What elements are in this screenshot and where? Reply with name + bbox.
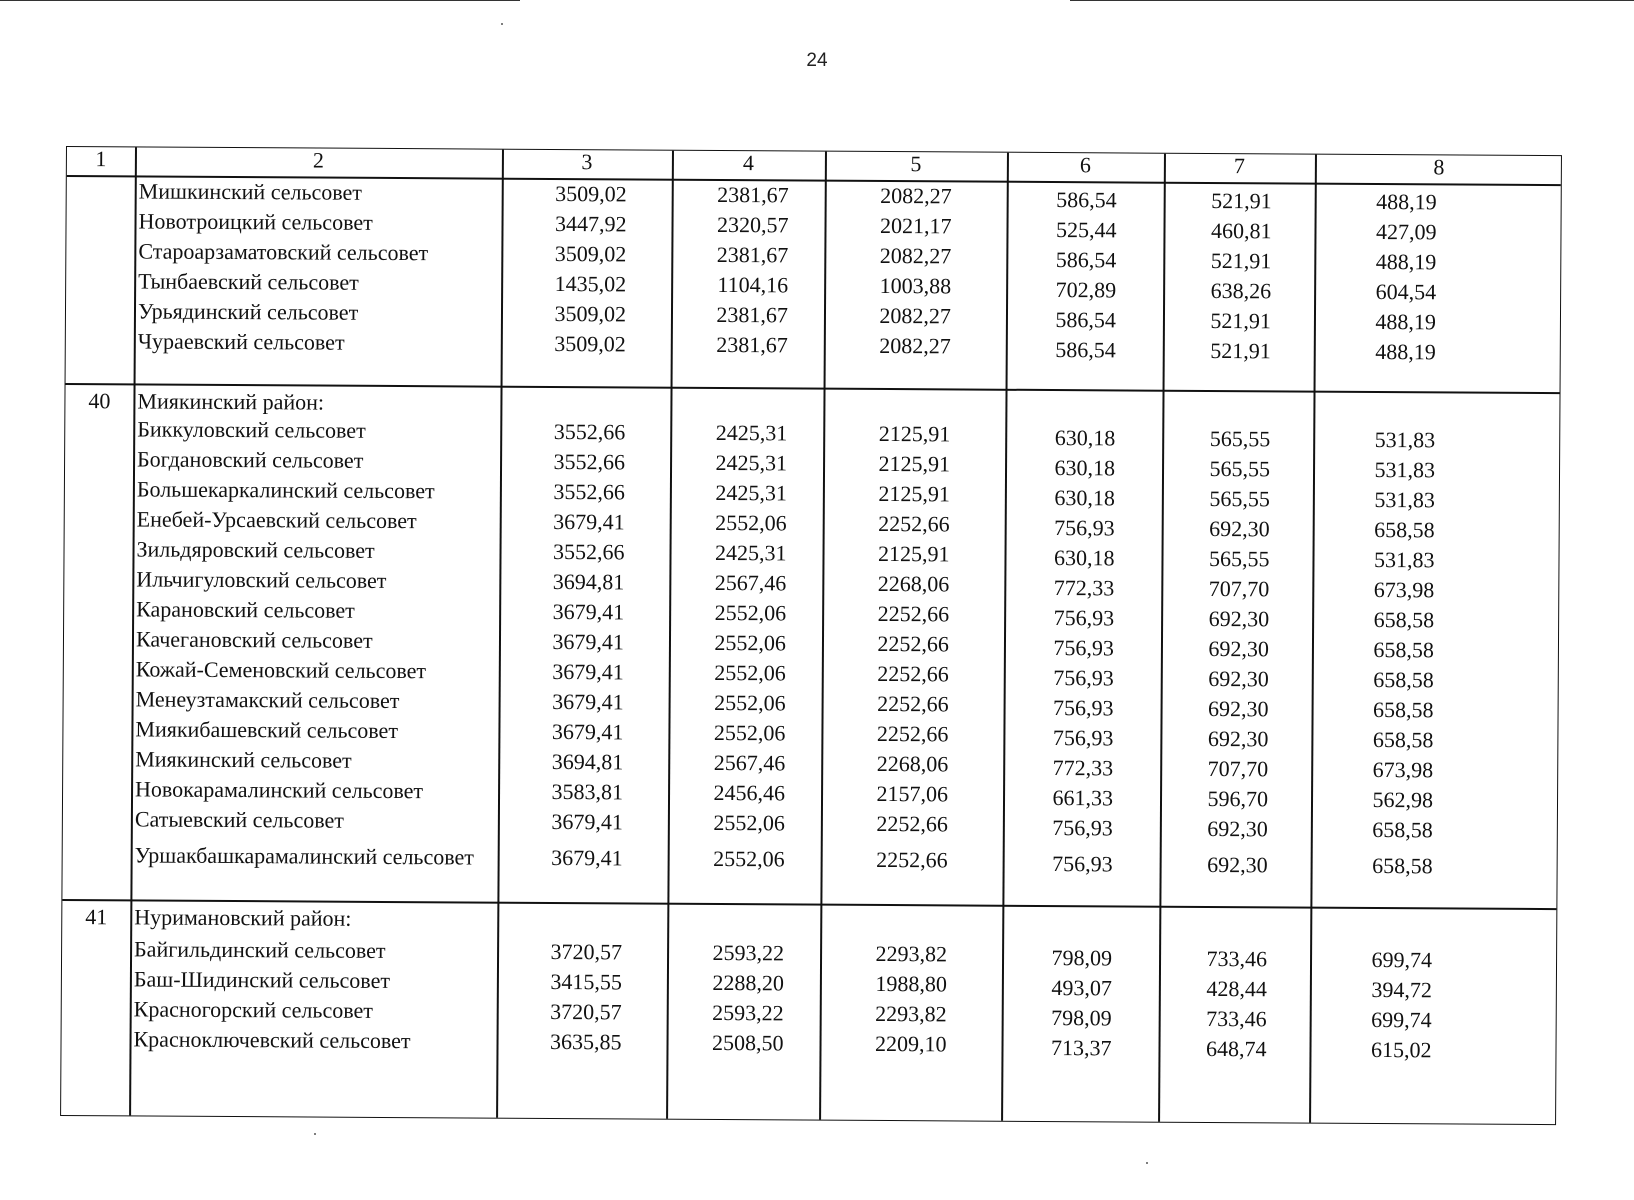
- column-header-7: 7: [1233, 153, 1245, 179]
- table-row-name: Красногорский сельсовет: [133, 996, 373, 1023]
- table-cell-col-5: 2252,66: [876, 810, 948, 837]
- table-row-name: Новотроицкий сельсовет: [138, 208, 373, 235]
- table-cell-col-5: 2252,66: [877, 660, 949, 687]
- table-row-name: Уршакбашкарамалинский сельсовет: [134, 842, 474, 870]
- table-cell-col-4: 2552,06: [714, 659, 786, 686]
- table-cell-col-8: 658,58: [1373, 606, 1435, 633]
- table-cell-col-7: 692,30: [1208, 635, 1270, 662]
- table-cell-col-4: 2381,67: [716, 241, 789, 268]
- group-number: 40: [88, 388, 111, 414]
- table-cell-col-3: 3679,41: [551, 718, 624, 745]
- table-row-name: Биккуловский сельсовет: [137, 416, 366, 443]
- scan-edge-line-right: [1070, 0, 1634, 1]
- table-cell-col-6: 756,93: [1053, 635, 1115, 661]
- table-cell-col-3: 3720,57: [550, 998, 622, 1025]
- table-cell-col-8: 531,83: [1374, 427, 1436, 453]
- table-cell-col-3: 3509,02: [554, 300, 627, 327]
- table-row-name: Чураевский сельсовет: [137, 328, 345, 355]
- table-cell-col-3: 3679,41: [552, 598, 625, 625]
- district-title: Миякинский район:: [137, 388, 325, 415]
- table-cell-col-5: 2082,27: [879, 242, 952, 269]
- table-cell-col-5: 2157,06: [876, 780, 949, 807]
- scan-speck: [314, 1133, 316, 1135]
- table-cell-col-8: 699,74: [1371, 1006, 1432, 1033]
- table-cell-col-6: 586,54: [1056, 187, 1117, 213]
- table-cell-col-3: 3694,81: [552, 568, 625, 595]
- table-cell-col-6: 772,33: [1052, 755, 1114, 781]
- table-cell-col-4: 2508,50: [711, 1029, 784, 1056]
- table-cell-col-4: 2552,06: [714, 599, 787, 626]
- table-cell-col-7: 521,91: [1210, 337, 1271, 364]
- table-cell-col-7: 565,55: [1208, 545, 1270, 572]
- table-cell-col-5: 2082,27: [879, 302, 952, 329]
- table-row-name: Староарзаматовский сельсовет: [138, 238, 429, 266]
- table-row-name: Менеузтамакский сельсовет: [135, 686, 400, 714]
- table-cell-col-7: 707,70: [1207, 755, 1269, 782]
- table-cell-col-8: 427,09: [1375, 219, 1437, 245]
- table-cell-col-7: 692,30: [1208, 605, 1270, 632]
- table-cell-col-3: 3552,66: [553, 448, 626, 475]
- column-header-6: 6: [1079, 152, 1091, 178]
- table-cell-col-5: 2082,27: [880, 182, 952, 209]
- table-cell-col-6: 713,37: [1050, 1035, 1112, 1061]
- table-cell-col-6: 756,93: [1052, 851, 1113, 877]
- table-cell-col-8: 658,58: [1373, 696, 1434, 723]
- table-cell-col-5: 2252,66: [876, 846, 948, 873]
- group-number: 41: [85, 904, 108, 930]
- table-cell-col-4: 2593,22: [712, 939, 785, 966]
- table-cell-col-5: 2125,91: [878, 450, 951, 477]
- table-cell-col-4: 2552,06: [713, 719, 786, 746]
- table-cell-col-5: 2209,10: [874, 1030, 947, 1057]
- table-cell-col-3: 3552,66: [553, 418, 626, 445]
- table-cell-col-3: 3679,41: [552, 688, 624, 715]
- table-cell-col-6: 798,09: [1051, 1005, 1112, 1031]
- table-row-name: Сатыевский сельсовет: [134, 806, 344, 833]
- table-row-name: Новокарамалинский сельсовет: [134, 776, 424, 804]
- table-cell-col-4: 2381,67: [717, 181, 789, 208]
- table-cell-col-5: 2021,17: [879, 212, 952, 239]
- table-cell-col-4: 2320,57: [716, 211, 789, 238]
- table-cell-col-7: 692,30: [1207, 851, 1268, 878]
- table-cell-col-3: 3635,85: [549, 1028, 622, 1055]
- table-cell-col-4: 2552,06: [714, 629, 787, 656]
- table-cell-col-7: 692,30: [1209, 515, 1270, 542]
- table-cell-col-6: 798,09: [1051, 945, 1113, 971]
- table-cell-col-6: 586,54: [1055, 307, 1117, 333]
- table-cell-col-5: 2082,27: [879, 332, 951, 359]
- table-cell-col-3: 3509,02: [554, 330, 626, 357]
- table-row-name: Мишкинский сельсовет: [138, 178, 363, 205]
- table-cell-col-7: 692,30: [1208, 665, 1269, 692]
- table-cell-col-3: 3552,66: [553, 478, 625, 505]
- scan-speck: [501, 23, 503, 25]
- table-row-name: Ильчигуловский сельсовет: [136, 566, 387, 593]
- table-cell-col-4: 2552,06: [714, 689, 786, 716]
- table-cell-col-3: 3679,41: [551, 808, 623, 835]
- table-cell-col-5: 2252,66: [878, 510, 950, 537]
- table-cell-col-6: 630,18: [1054, 485, 1115, 511]
- table-cell-col-8: 699,74: [1371, 946, 1433, 973]
- table-cell-col-7: 733,46: [1206, 945, 1268, 972]
- table-row-name: Миякибашевский сельсовет: [135, 716, 399, 744]
- table-cell-col-8: 673,98: [1372, 756, 1434, 783]
- table-cell-col-3: 1435,02: [554, 270, 627, 297]
- column-header-5: 5: [910, 151, 922, 177]
- table-row-name: Байгильдинский сельсовет: [134, 936, 386, 963]
- column-divider: [819, 152, 826, 1120]
- table-cell-col-8: 615,02: [1370, 1036, 1432, 1063]
- table-cell-col-8: 658,58: [1374, 516, 1435, 543]
- table-cell-col-7: 648,74: [1205, 1035, 1267, 1062]
- table-cell-col-6: 525,44: [1055, 217, 1117, 243]
- table-cell-col-3: 3552,66: [552, 538, 625, 565]
- column-divider: [496, 150, 503, 1118]
- table-cell-col-4: 2456,46: [713, 779, 786, 806]
- column-header-3: 3: [581, 149, 593, 175]
- table-row-name: Качегановский сельсовет: [135, 626, 373, 653]
- table-cell-col-6: 586,54: [1055, 337, 1116, 363]
- table-cell-col-4: 2552,06: [713, 809, 785, 836]
- table-cell-col-4: 2425,31: [715, 449, 788, 476]
- table-row-name: Кожай-Семеновский сельсовет: [135, 656, 427, 684]
- table-cell-col-6: 493,07: [1051, 975, 1112, 1001]
- table-cell-col-4: 2425,31: [714, 539, 787, 566]
- scan-edge-line-left: [0, 0, 520, 1]
- table-cell-col-4: 2552,06: [715, 509, 787, 536]
- table-cell-col-8: 531,83: [1373, 546, 1435, 573]
- table-cell-col-6: 586,54: [1055, 247, 1117, 273]
- column-header-8: 8: [1433, 154, 1445, 180]
- table-cell-col-6: 702,89: [1055, 277, 1117, 303]
- table-cell-col-3: 3679,41: [552, 658, 624, 685]
- column-header-4: 4: [742, 150, 754, 176]
- table-cell-col-3: 3720,57: [550, 938, 623, 965]
- column-header-1: 1: [95, 146, 107, 172]
- district-title: Нуримановский район:: [134, 904, 352, 931]
- table-cell-col-7: 596,70: [1207, 785, 1269, 812]
- table-cell-col-5: 1988,80: [875, 970, 947, 997]
- table-cell-col-5: 2268,06: [876, 750, 949, 777]
- table-cell-col-4: 2381,67: [716, 301, 789, 328]
- table-cell-col-6: 756,93: [1052, 815, 1113, 841]
- table-cell-col-7: 638,26: [1210, 277, 1272, 304]
- table-cell-col-7: 733,46: [1206, 1005, 1267, 1032]
- table-cell-col-3: 3415,55: [550, 968, 622, 995]
- table-cell-col-4: 2381,67: [716, 331, 788, 358]
- table-cell-col-8: 604,54: [1375, 279, 1437, 305]
- table-cell-col-6: 756,93: [1052, 725, 1114, 751]
- table-cell-col-8: 488,19: [1376, 189, 1437, 215]
- table-cell-col-5: 2268,06: [877, 570, 950, 597]
- table-row-name: Тынбаевский сельсовет: [138, 268, 359, 295]
- column-divider: [666, 151, 673, 1119]
- table-cell-col-3: 3509,02: [555, 180, 627, 207]
- table-cell-col-3: 3694,81: [551, 748, 624, 775]
- table-cell-col-8: 673,98: [1373, 576, 1435, 603]
- column-divider: [1309, 155, 1316, 1123]
- table-cell-col-6: 756,93: [1054, 515, 1115, 541]
- table-cell-col-5: 2252,66: [877, 630, 950, 657]
- table-cell-col-8: 658,58: [1372, 726, 1434, 753]
- table-cell-col-6: 772,33: [1053, 575, 1115, 601]
- table-cell-col-5: 2252,66: [877, 690, 949, 717]
- table-cell-col-6: 756,93: [1053, 665, 1114, 691]
- table-cell-col-7: 521,91: [1210, 247, 1272, 274]
- table-cell-col-6: 630,18: [1053, 545, 1115, 571]
- data-table: [60, 146, 1562, 1125]
- table-row-name: Карановский сельсовет: [136, 596, 355, 623]
- table-cell-col-6: 630,18: [1054, 455, 1116, 481]
- table-cell-col-7: 521,91: [1211, 187, 1272, 214]
- table-cell-col-3: 3679,41: [552, 628, 625, 655]
- table-cell-col-5: 2293,82: [875, 940, 948, 967]
- table-row-name: Енебей-Урсаевский сельсовет: [136, 506, 417, 534]
- table-cell-col-6: 756,93: [1053, 605, 1115, 631]
- table-cell-col-3: 3679,41: [551, 844, 623, 871]
- table-cell-col-8: 658,58: [1373, 636, 1435, 663]
- table-cell-col-4: 2288,20: [712, 969, 784, 996]
- table-cell-col-4: 1104,16: [717, 271, 789, 298]
- table-row-name: Миякинский сельсовет: [135, 746, 352, 773]
- table-cell-col-3: 3509,02: [554, 240, 627, 267]
- table-cell-col-8: 488,19: [1375, 249, 1437, 275]
- table-cell-col-4: 2593,22: [712, 999, 784, 1026]
- table-cell-col-6: 661,33: [1052, 785, 1114, 811]
- table-cell-col-7: 521,91: [1210, 307, 1272, 334]
- table-row-name: Богдановский сельсовет: [137, 446, 364, 473]
- column-header-2: 2: [312, 147, 324, 173]
- table-cell-col-3: 3583,81: [551, 778, 624, 805]
- table-cell-col-5: 2125,91: [878, 480, 950, 507]
- table-cell-col-4: 2567,46: [713, 749, 786, 776]
- table-cell-col-4: 2552,06: [713, 845, 785, 872]
- table-cell-col-7: 565,55: [1209, 425, 1271, 452]
- table-cell-col-8: 562,98: [1372, 786, 1434, 813]
- table-cell-col-8: 488,19: [1375, 309, 1437, 335]
- table-cell-col-4: 2425,31: [715, 479, 787, 506]
- table-cell-col-5: 1003,88: [879, 272, 952, 299]
- table-row-name: Урьядинский сельсовет: [137, 298, 359, 325]
- table-row-name: Зильдяровский сельсовет: [136, 536, 375, 563]
- table-cell-col-8: 394,72: [1371, 976, 1432, 1003]
- table-cell-col-8: 658,58: [1372, 816, 1433, 843]
- table-cell-col-3: 3679,41: [553, 508, 625, 535]
- table-cell-col-5: 2125,91: [878, 420, 951, 447]
- table-row-name: Баш-Шидинский сельсовет: [133, 966, 391, 993]
- table-cell-col-7: 692,30: [1207, 815, 1268, 842]
- table-cell-col-3: 3447,92: [554, 210, 627, 237]
- table-cell-col-8: 531,83: [1374, 456, 1436, 483]
- table-cell-col-4: 2567,46: [714, 569, 787, 596]
- table-row-name: Большекаркалинский сельсовет: [136, 476, 435, 504]
- table-row-name: Красноключевский сельсовет: [133, 1026, 411, 1054]
- table-cell-col-8: 658,58: [1373, 666, 1434, 693]
- table-cell-col-5: 2252,66: [876, 720, 949, 747]
- table-cell-col-4: 2425,31: [715, 419, 788, 446]
- table-cell-col-5: 2125,91: [877, 540, 950, 567]
- table-cell-col-8: 658,58: [1372, 852, 1433, 879]
- table-cell-col-7: 460,81: [1210, 217, 1272, 244]
- table-cell-col-7: 692,30: [1207, 725, 1269, 752]
- table-cell-col-7: 565,55: [1209, 455, 1271, 482]
- table-cell-col-7: 692,30: [1208, 695, 1269, 722]
- table-cell-col-8: 488,19: [1375, 339, 1436, 365]
- page-number: 24: [806, 50, 828, 71]
- table-cell-col-5: 2252,66: [877, 600, 950, 627]
- table-cell-col-7: 565,55: [1209, 485, 1270, 512]
- table-cell-col-7: 707,70: [1208, 575, 1270, 602]
- table-cell-col-6: 756,93: [1053, 695, 1114, 721]
- table-cell-col-5: 2293,82: [875, 1000, 947, 1027]
- table-cell-col-6: 630,18: [1054, 425, 1116, 451]
- table-cell-col-7: 428,44: [1206, 975, 1267, 1002]
- scan-speck: [1146, 1162, 1148, 1164]
- table-cell-col-8: 531,83: [1374, 486, 1435, 513]
